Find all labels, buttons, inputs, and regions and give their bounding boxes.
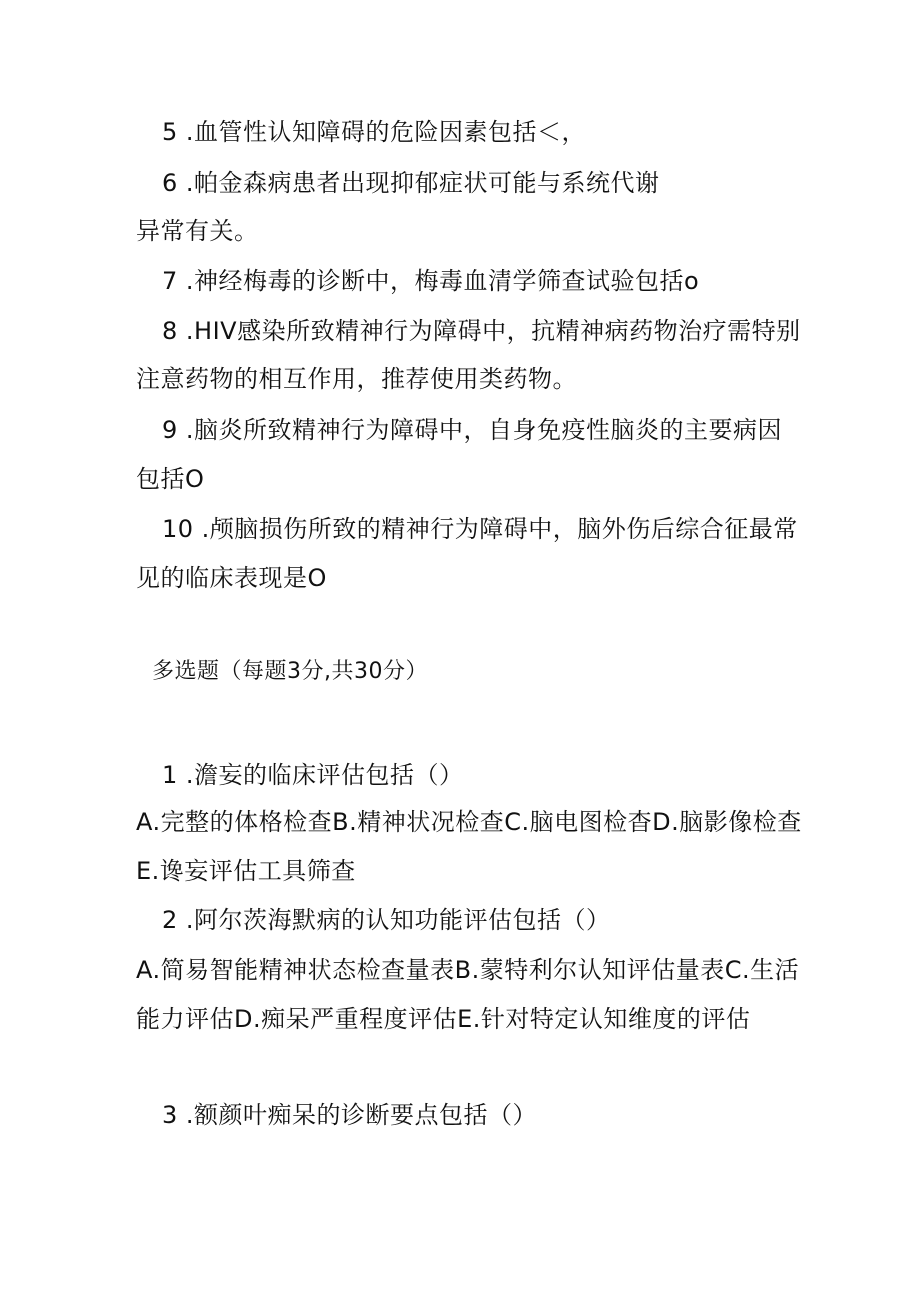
question-8: 8 .HIV感染所致精神行为障碍中，抗精神病药物治疗需特别 [162,317,801,345]
question-10-continued: 见的临床表现是O [136,564,327,592]
question-10: 10 .颅脑损伤所致的精神行为障碍中，脑外伤后综合征最常 [162,515,798,543]
question-6-continued: 异常有关。 [136,217,259,245]
question-5: 5 .血管性认知障碍的危险因素包括＜， [162,118,587,146]
mc-question-3: 3 .额颜叶痴呆的诊断要点包括（） [162,1101,538,1129]
mc-question-2-options: A.简易智能精神状态检查量表B.蒙特利尔认知评估量表C.生活 [136,956,800,984]
mc-question-2-options-continued: 能力评估D.痴呆严重程度评估E.针对特定认知维度的评估 [136,1005,751,1033]
question-9: 9 .脑炎所致精神行为障碍中，自身免疫性脑炎的主要病因 [162,416,783,444]
question-6: 6 .帕金森病患者出现抑郁症状可能与系统代谢 [162,169,660,197]
question-9-continued: 包括O [136,465,205,493]
mc-question-2: 2 .阿尔茨海默病的认知功能评估包括（） [162,906,611,934]
mc-question-1-options-continued: E.谗妄评估工具筛查 [136,857,356,885]
question-7: 7 .神经梅毒的诊断中，梅毒血清学筛查试验包括o [162,267,700,295]
question-8-continued: 注意药物的相互作用，推荐使用类药物。 [136,365,577,393]
mc-question-1: 1 .澹妄的临床评估包括（） [162,761,464,789]
mc-question-1-options: A.完整的体格检查B.精神状况检查C.脑电图检杳D.脑影像检查 [136,808,802,836]
section-heading-multiple-choice: 多选题（每题3分,共30分） [152,659,428,684]
